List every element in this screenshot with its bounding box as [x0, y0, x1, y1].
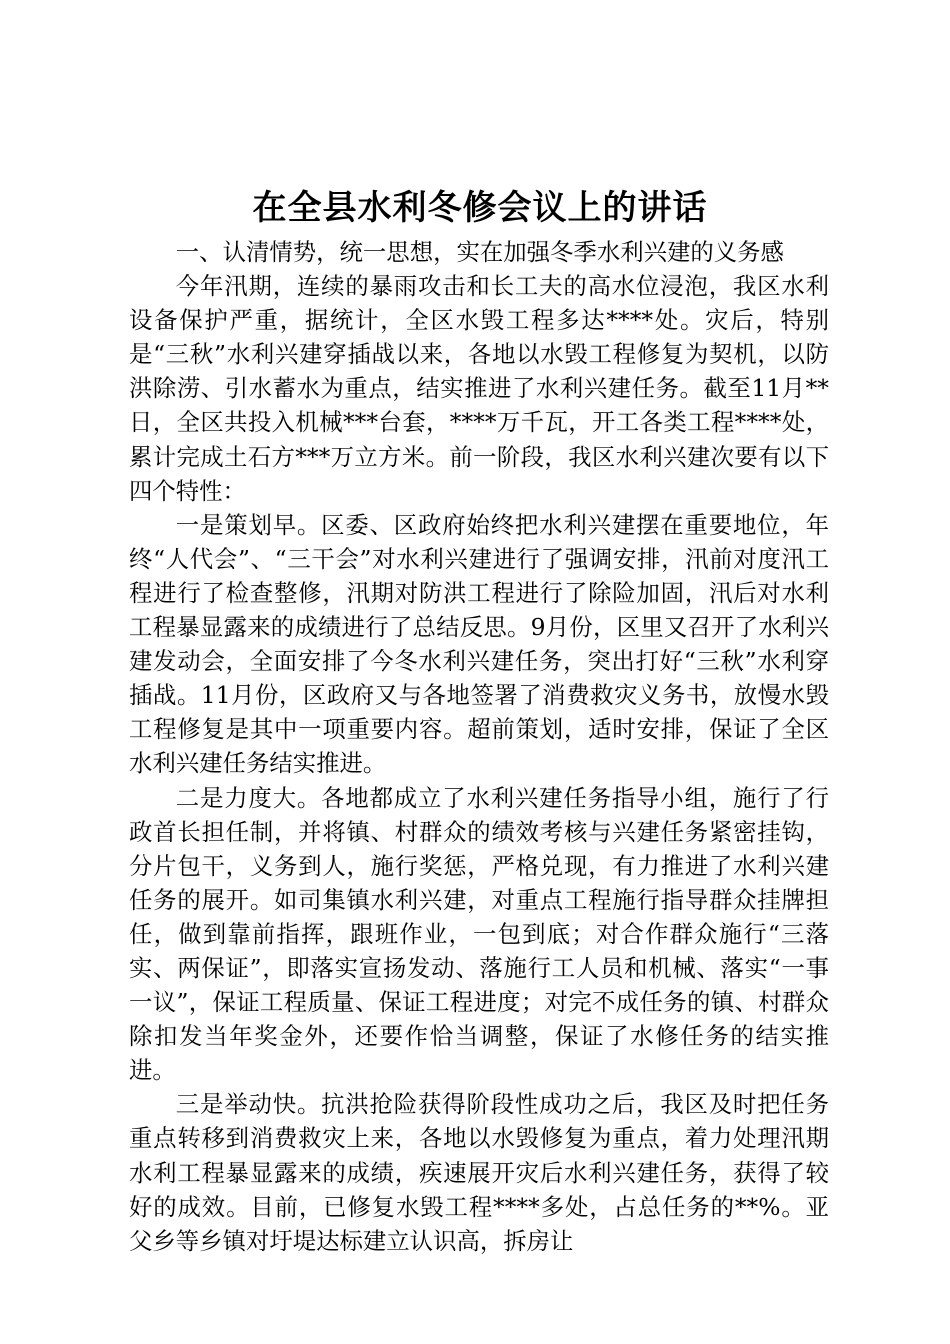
paragraph: 二是力度大。各地都成立了水利兴建任务指导小组，施行了行政首长担任制，并将镇、村群众的绩效考核与兴建任务紧密挂钩，分片包干，义务到人，施行奖惩，严格兑现，有力推进了水利兴建任务的展开。如司集镇水利兴建，对重点工程施行指导群众挂牌担任，做到靠前指挥，跟班作业，一包到底；对合作群众施行“三落实、两保证”，即落实宣扬发动、落施行工人员和机械、落实“一事一议”，保证工程质量、保证工程进度；对完不成任务的镇、村群众除扣发当年奖金外，还要作恰当调整，保证了水修任务的结实推进。 — [129, 783, 829, 1085]
paragraph: 今年汛期，连续的暴雨攻击和长工夫的高水位浸泡，我区水利设备保护严重，据统计，全区水毁工程多达****处。灾后，特别是“三秋”水利兴建穿插战以来，各地以水毁工程修复为契机，以防洪除涝、引水蓄水为重点，结实推进了水利兴建任务。截至11月**日，全区共投入机械***台套，****万千瓦，开工各类工程****处，累计完成土石方***万立方米。前一阶段，我区水利兴建次要有以下四个特性： — [129, 272, 829, 505]
document-body — [129, 235, 829, 1258]
paragraph: 一是策划早。区委、区政府始终把水利兴建摆在重要地位，年终“人代会”、“三干会”对水利兴建进行了强调安排，汛前对度汛工程进行了检查整修，汛期对防洪工程进行了除险加固，汛后对水利工程暴显露来的成绩进行了总结反思。9月份，区里又召开了水利兴建发动会，全面安排了今冬水利兴建任务，突出打好“三秋”水利穿插战。11月份，区政府又与各地签署了消费救灾义务书，放慢水毁工程修复是其中一项重要内容。超前策划，适时安排，保证了全区水利兴建任务结实推进。 — [129, 510, 829, 778]
paragraph: 三是举动快。抗洪抢险获得阶段性成功之后，我区及时把任务重点转移到消费救灾上来，各地以水毁修复为重点，着力处理汛期水利工程暴显露来的成绩，疾速展开灾后水利兴建任务，获得了较好的成效。目前，已修复水毁工程****多处，占总任务的**%。亚父乡等乡镇对圩堤达标建立认识高，拆房让 — [129, 1090, 829, 1255]
section-heading: 一、认清情势，统一思想，实在加强冬季水利兴建的义务感 — [175, 238, 784, 266]
document-title: 在全县水利冬修会议上的讲话 — [252, 188, 708, 228]
